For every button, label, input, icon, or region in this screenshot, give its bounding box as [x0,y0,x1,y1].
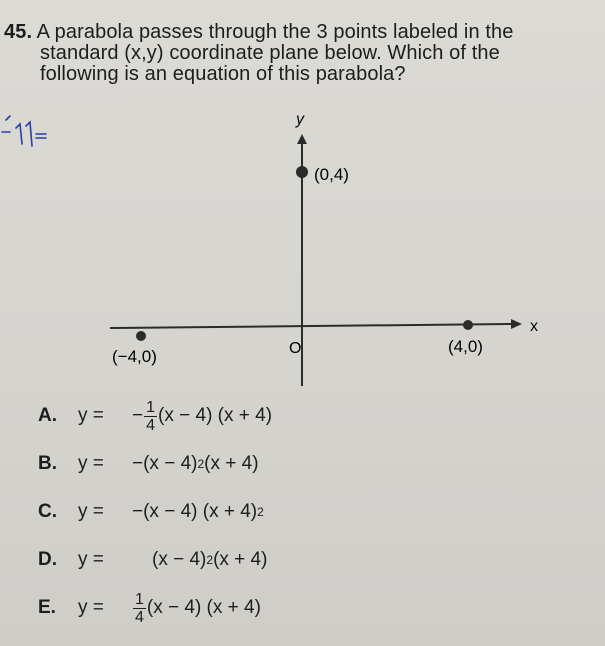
answer-choices [38,392,558,632]
choice-a[interactable] [38,392,558,440]
exponent: 2 [197,457,205,471]
x-axis-arrow [511,319,522,329]
question-number: 45. [4,21,33,43]
point-label-neg4-0: (−4,0) [112,347,157,366]
choice-letter: D. [38,549,57,570]
question-line-2: standard (x,y) coordinate plane below. Which of the [40,42,500,64]
x-axis-label: x [530,318,538,335]
choice-d[interactable] [38,536,558,584]
choice-e[interactable] [38,584,558,632]
choice-e-expression [132,591,261,626]
choice-c[interactable] [38,488,558,536]
factors: (x − 4) (x + 4) [158,405,273,426]
factor-1: (x − 4) [152,549,207,570]
factors: −(x − 4) (x + 4) [132,501,258,522]
factor-1: −(x − 4) [132,453,198,474]
y-equals: y = [78,549,104,570]
y-equals: y = [78,501,104,522]
factor-2: (x + 4) [204,453,259,474]
fraction-denominator: 4 [146,416,156,434]
y-equals: y = [78,405,104,426]
factors: (x − 4) (x + 4) [146,597,261,618]
fraction-numerator: 1 [135,590,144,608]
fraction [133,591,146,626]
fraction [144,399,157,434]
choice-b[interactable] [38,440,558,488]
minus-sign: − [132,405,144,426]
y-axis-label: y [296,111,304,128]
factor-2: (x + 4) [213,549,268,570]
origin-label: O [289,340,302,357]
question-line-1: A parabola passes through the 3 points labeled in the [36,21,514,43]
x-axis [110,324,514,328]
choice-letter: E. [38,597,56,618]
choice-c-expression [132,501,264,523]
coordinate-plane [0,100,605,400]
point-label-4-0: (4,0) [448,337,483,356]
y-axis-arrow [297,134,307,144]
choice-letter: B. [38,453,57,474]
question-text [4,22,602,85]
choice-b-expression [132,453,259,475]
point-0-4 [296,166,308,178]
fraction-denominator: 4 [135,608,144,626]
point-label-0-4: (0,4) [314,165,349,184]
fraction-numerator: 1 [146,398,156,416]
choice-d-expression [152,549,267,571]
choice-a-expression [132,399,272,434]
point-neg4-0 [136,331,146,341]
question-line-3: following is an equation of this parabola? [40,63,406,85]
point-4-0 [463,320,473,330]
y-equals: y = [78,597,104,618]
choice-letter: C. [38,501,57,522]
exponent: 2 [257,505,264,519]
exponent: 2 [206,553,214,567]
choice-letter: A. [38,405,57,426]
y-equals: y = [78,453,104,474]
